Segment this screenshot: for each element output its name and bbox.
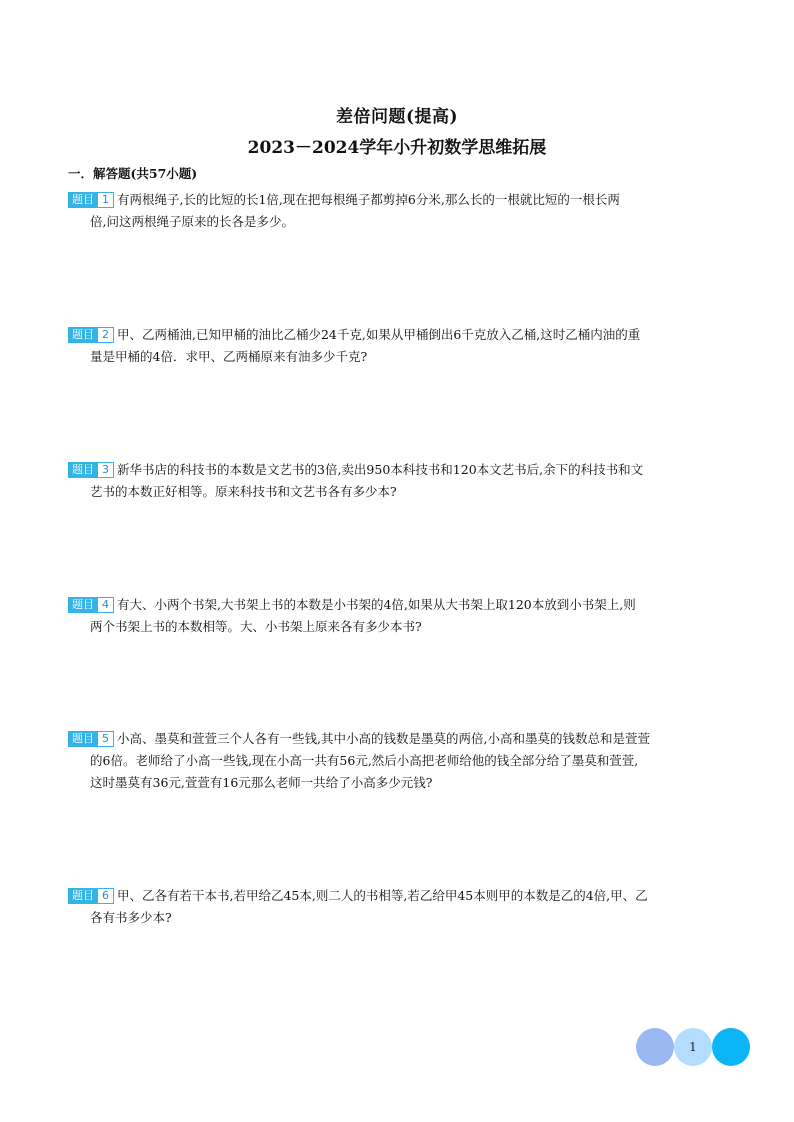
question-text-line: 艺书的本数正好相等。原来科技书和文艺书各有多少本?: [90, 484, 397, 499]
question-text-line: 甲、乙各有若干本书,若甲给乙45本,则二人的书相等,若乙给甲45本则甲的本数是乙的4倍,甲、乙: [117, 888, 648, 903]
decorative-circle: [712, 1028, 750, 1066]
question-5: [68, 728, 728, 794]
question-text-line: 有两根绳子,长的比短的长1倍,现在把每根绳子都剪掉6分米,那么长的一根就比短的一根长两: [117, 192, 620, 207]
question-tag-label: 题目: [68, 192, 98, 208]
question-text-line: 两个书架上书的本数相等。大、小书架上原来各有多少本书?: [90, 619, 422, 634]
question-text-line: 倍,问这两根绳子原来的长各是多少。: [90, 214, 294, 229]
question-text-line: 有大、小两个书架,大书架上书的本数是小书架的4倍,如果从大书架上取120本放到小书架上,则: [117, 597, 636, 612]
question-number: 1: [98, 192, 114, 208]
question-tag: [68, 327, 114, 343]
question-tag: [68, 597, 114, 613]
question-number: 2: [98, 327, 114, 343]
question-text-line: 新华书店的科技书的本数是文艺书的3倍,卖出950本科技书和120本文艺书后,余下的科技书和文: [117, 462, 644, 477]
question-tag-label: 题目: [68, 731, 98, 747]
question-tag: [68, 192, 114, 208]
question-text-line: 的6倍。老师给了小高一些钱,现在小高一共有56元,然后小高把老师给他的钱全部分给了墨莫和萱萱,: [90, 753, 639, 768]
section-heading: 一．解答题(共57小题): [68, 166, 198, 181]
question-tag-label: 题目: [68, 888, 98, 904]
question-number: 6: [98, 888, 114, 904]
page-number-badge: [636, 1028, 752, 1068]
question-number: 3: [98, 462, 114, 478]
question-tag-label: 题目: [68, 597, 98, 613]
question-text-line: 这时墨莫有36元,萱萱有16元那么老师一共给了小高多少元钱?: [90, 775, 433, 790]
question-number: 4: [98, 597, 114, 613]
question-3: [68, 459, 728, 503]
question-text-line: 甲、乙两桶油,已知甲桶的油比乙桶少24千克,如果从甲桶倒出6千克放入乙桶,这时乙桶内油的重: [117, 327, 641, 342]
question-1: [68, 189, 728, 233]
question-tag-label: 题目: [68, 462, 98, 478]
question-tag: [68, 888, 114, 904]
page-subtitle: 2023－2024学年小升初数学思维拓展: [247, 138, 547, 158]
question-6: [68, 885, 728, 929]
question-4: [68, 594, 728, 638]
decorative-circle: [636, 1028, 674, 1066]
page-number: 1: [689, 1040, 697, 1054]
question-2: [68, 324, 728, 368]
question-tag: [68, 462, 114, 478]
question-tag: [68, 731, 114, 747]
page-title: 差倍问题(提高): [335, 107, 459, 127]
question-text-line: 各有书多少本?: [90, 910, 172, 925]
question-tag-label: 题目: [68, 327, 98, 343]
question-text-line: 量是甲桶的4倍．求甲、乙两桶原来有油多少千克?: [90, 349, 368, 364]
question-number: 5: [98, 731, 114, 747]
question-text-line: 小高、墨莫和萱萱三个人各有一些钱,其中小高的钱数是墨莫的两倍,小高和墨莫的钱数总和是萱萱: [117, 731, 650, 746]
